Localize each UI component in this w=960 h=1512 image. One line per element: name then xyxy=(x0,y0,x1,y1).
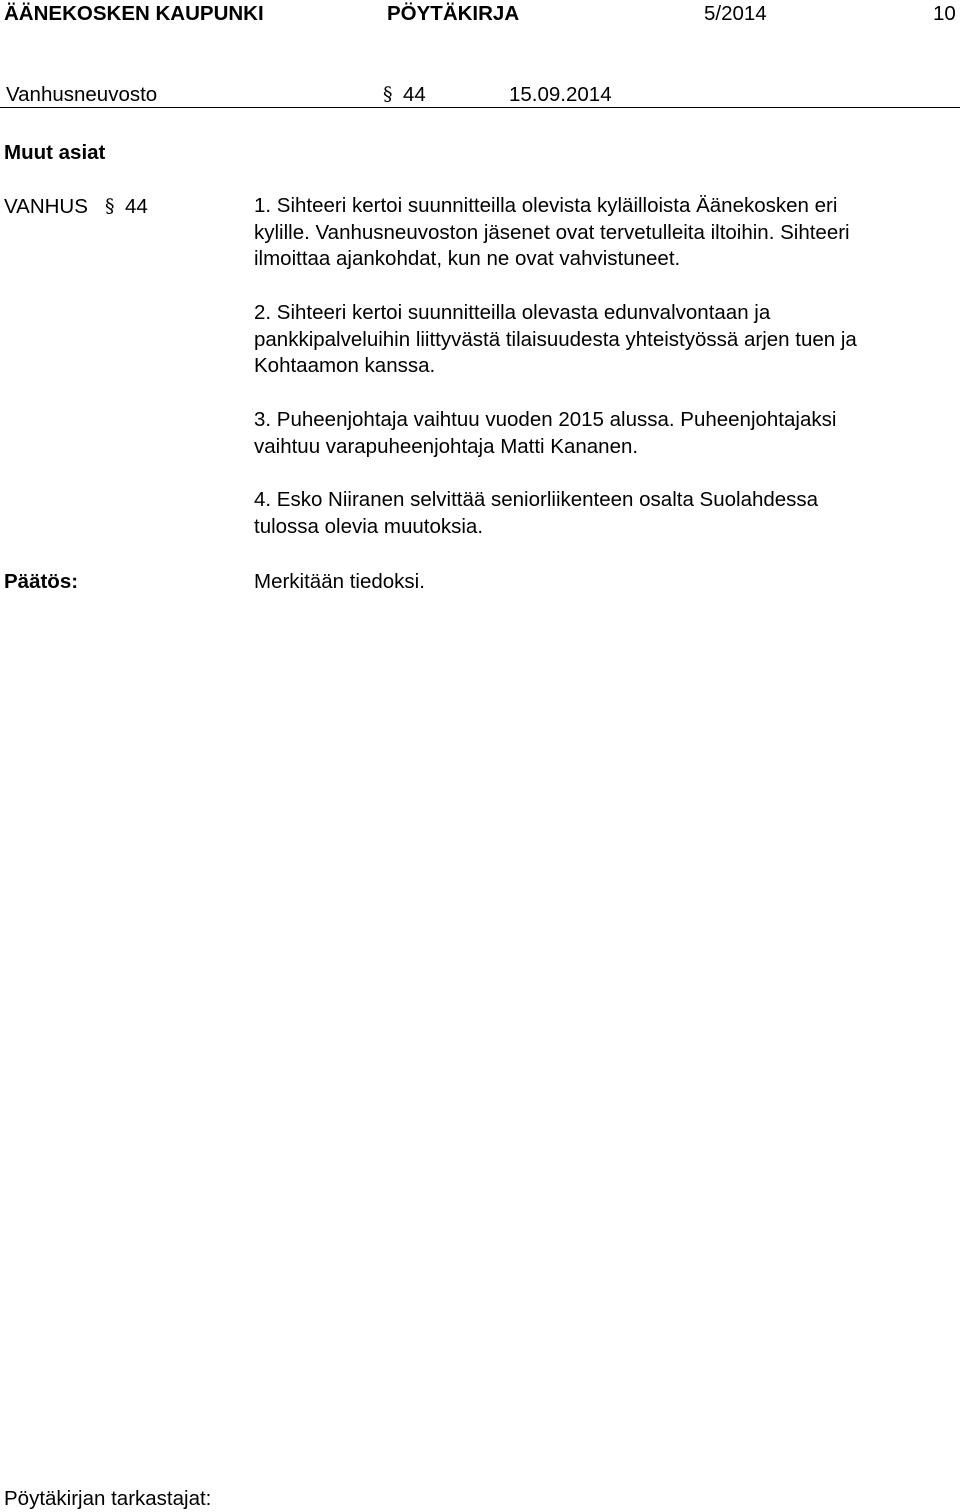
item-section-sign: § xyxy=(105,195,115,217)
header-divider xyxy=(0,107,960,108)
item-code: VANHUS xyxy=(4,195,88,218)
paragraph-4 xyxy=(254,487,954,540)
organization-name: ÄÄNEKOSKEN KAUPUNKI xyxy=(4,2,264,25)
paragraph-3 xyxy=(254,407,954,460)
decision-label: Päätös: xyxy=(4,570,79,593)
meeting-section-sign: § xyxy=(383,83,393,105)
paragraph-line: 2. Sihteeri kertoi suunnitteilla olevasta edunvalvontaan ja xyxy=(254,301,771,324)
paragraph-line: ilmoittaa ajankohdat, kun ne ovat vahvistuneet. xyxy=(254,247,681,270)
paragraph-line: vaihtuu varapuheenjohtaja Matti Kananen. xyxy=(254,434,639,458)
paragraph-line: 1. Sihteeri kertoi suunnitteilla olevista kyläilloista Äänekosken eri xyxy=(254,194,838,217)
reviewers-label: Pöytäkirjan tarkastajat: xyxy=(4,1487,212,1510)
paragraph-line: pankkipalveluihin liittyvästä tilaisuudesta yhteistyössä arjen tuen ja xyxy=(254,327,857,351)
paragraph-line: Kohtaamon kanssa. xyxy=(254,354,436,377)
document-type: PÖYTÄKIRJA xyxy=(387,2,520,25)
meeting-section-number: 44 xyxy=(403,83,426,106)
document-number: 5/2014 xyxy=(704,2,767,25)
decision-text: Merkitään tiedoksi. xyxy=(254,570,425,593)
paragraph-line: 4. Esko Niiranen selvittää seniorliikenteen osalta Suolahdessa xyxy=(254,488,819,511)
paragraph-line: 3. Puheenjohtaja vaihtuu vuoden 2015 alussa. Puheenjohtajaksi xyxy=(254,408,837,431)
paragraph-line: kylille. Vanhusneuvoston jäsenet ovat tervetulleita iltoihin. Sihteeri xyxy=(254,220,850,244)
page-title: Muut asiat xyxy=(4,141,106,164)
meeting-body: Vanhusneuvosto xyxy=(6,83,158,106)
page-number: 10 xyxy=(933,2,956,25)
paragraph-1 xyxy=(254,193,954,273)
paragraph-2 xyxy=(254,300,954,380)
meeting-date: 15.09.2014 xyxy=(509,83,612,106)
paragraph-line: tulossa olevia muutoksia. xyxy=(254,514,484,538)
item-section-number: 44 xyxy=(125,195,148,218)
